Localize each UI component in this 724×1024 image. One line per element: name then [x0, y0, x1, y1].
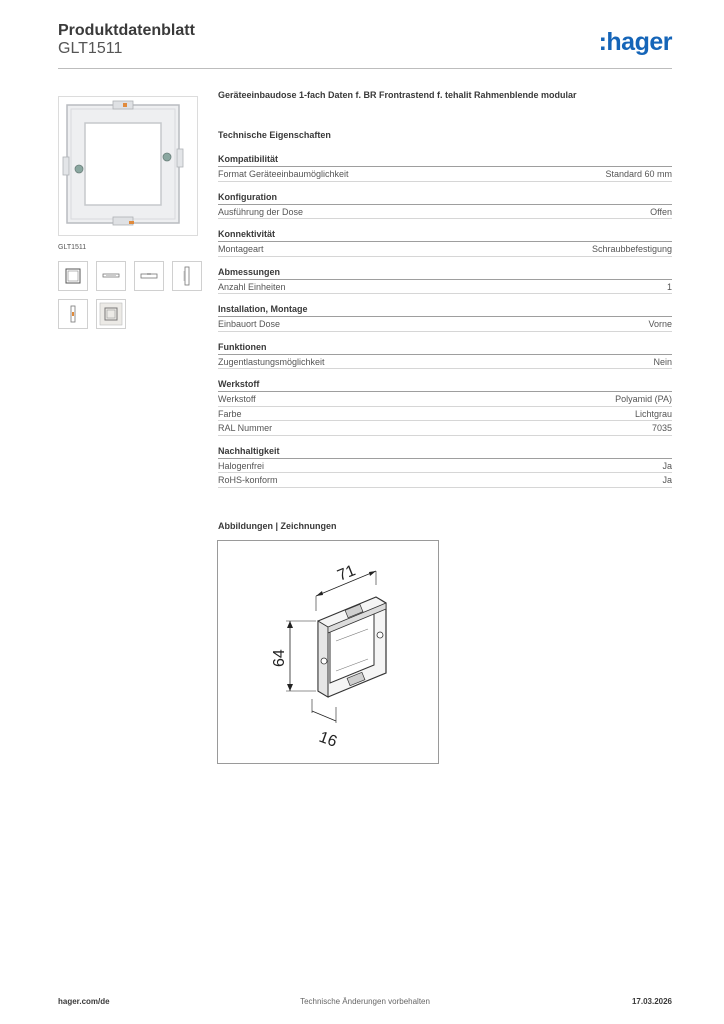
spec-label: RAL Nummer — [218, 423, 273, 433]
spec-label: Anzahl Einheiten — [218, 281, 286, 292]
frame-bottom-icon — [135, 262, 163, 290]
frame-top-icon — [97, 262, 125, 290]
group-kompatibilitaet — [218, 154, 672, 182]
spec-row — [218, 317, 672, 332]
page-header — [58, 22, 672, 70]
spec-value: Nein — [653, 356, 672, 367]
spec-row — [218, 459, 672, 474]
spec-value: Polyamid (PA) — [615, 394, 672, 404]
spec-value: 1 — [666, 281, 672, 292]
spec-value: Vorne — [648, 319, 672, 329]
group-werkstoff — [218, 379, 672, 436]
logo-colon-icon: : — [598, 28, 607, 56]
thumbnail-side[interactable] — [172, 261, 202, 291]
spec-value: 7035 — [651, 423, 672, 433]
spec-value: Lichtgrau — [634, 408, 672, 419]
group-title: Werkstoff — [218, 379, 672, 392]
dimension-drawing — [217, 540, 439, 764]
thumbnail-bottom[interactable] — [134, 261, 164, 291]
spec-row — [218, 473, 672, 488]
main-image-caption: GLT1511 — [58, 244, 87, 251]
spec-value: Schraubbefestigung — [591, 244, 672, 254]
spec-value: Ja — [662, 460, 672, 471]
document-title: Produktdatenblatt — [58, 22, 195, 39]
spec-row — [218, 242, 672, 257]
group-title: Nachhaltigkeit — [218, 446, 672, 459]
spec-label: Format Geräteeinbaumöglichkeit — [218, 169, 349, 179]
group-title: Konfiguration — [218, 192, 672, 205]
dimension-height-label: 64 — [271, 649, 288, 667]
frame-edge-icon — [59, 300, 87, 328]
spec-value: Ja — [662, 475, 672, 485]
group-installation-montage — [218, 304, 672, 332]
group-konfiguration — [218, 192, 672, 220]
group-abmessungen — [218, 267, 672, 295]
spec-row — [218, 205, 672, 220]
spec-label: Farbe — [218, 408, 242, 419]
thumbnail-edge[interactable] — [58, 299, 88, 329]
dimension-width-label: 71 — [335, 562, 358, 585]
thumbnail-top[interactable] — [96, 261, 126, 291]
drawings-title: Abbildungen | Zeichnungen — [218, 521, 337, 531]
spec-label: RoHS-konform — [218, 475, 278, 485]
frame-dimension-icon — [97, 300, 125, 328]
spec-label: Werkstoff — [218, 394, 256, 404]
spec-label: Zugentlastungsmöglichkeit — [218, 356, 325, 367]
footer-date: 17.03.2026 — [631, 997, 672, 1006]
technical-properties-title: Technische Eigenschaften — [218, 130, 331, 140]
spec-label: Ausführung der Dose — [218, 206, 304, 217]
group-title: Installation, Montage — [218, 304, 672, 317]
spec-row — [218, 392, 672, 407]
group-title: Abmessungen — [218, 267, 672, 280]
dimension-depth-label: 16 — [316, 728, 340, 751]
spec-label: Montageart — [218, 244, 264, 254]
group-konnektivitaet — [218, 229, 672, 257]
technical-content — [218, 90, 672, 488]
thumbnail-dimension[interactable] — [96, 299, 126, 329]
group-title: Konnektivität — [218, 229, 672, 242]
header-divider — [58, 68, 672, 69]
group-nachhaltigkeit — [218, 446, 672, 488]
spec-row — [218, 280, 672, 295]
group-title: Funktionen — [218, 342, 672, 355]
frame-side-icon — [173, 262, 201, 290]
hager-logo — [599, 28, 672, 57]
footer-notice: Technische Änderungen vorbehalten — [300, 997, 430, 1006]
footer-website-link[interactable]: hager.com/de — [58, 997, 110, 1006]
product-description: Geräteeinbaudose 1-fach Daten f. BR Frontrastend f. tehalit Rahmenblende modular — [218, 90, 577, 100]
spec-row — [218, 167, 672, 182]
group-title: Kompatibilität — [218, 154, 672, 167]
spec-value: Standard 60 mm — [605, 169, 672, 179]
group-funktionen — [218, 342, 672, 370]
thumbnail-front[interactable] — [58, 261, 88, 291]
spec-row — [218, 407, 672, 422]
spec-row — [218, 421, 672, 436]
spec-label: Einbauort Dose — [218, 319, 281, 329]
logo-text: hager — [606, 28, 672, 56]
article-number: GLT1511 — [58, 40, 123, 57]
product-main-image — [58, 96, 198, 236]
spec-label: Halogenfrei — [218, 460, 265, 471]
spec-value: Offen — [650, 206, 672, 217]
spec-row — [218, 355, 672, 370]
dimension-drawing-icon — [218, 541, 438, 763]
mounting-frame-icon — [59, 97, 197, 235]
frame-front-icon — [59, 262, 87, 290]
